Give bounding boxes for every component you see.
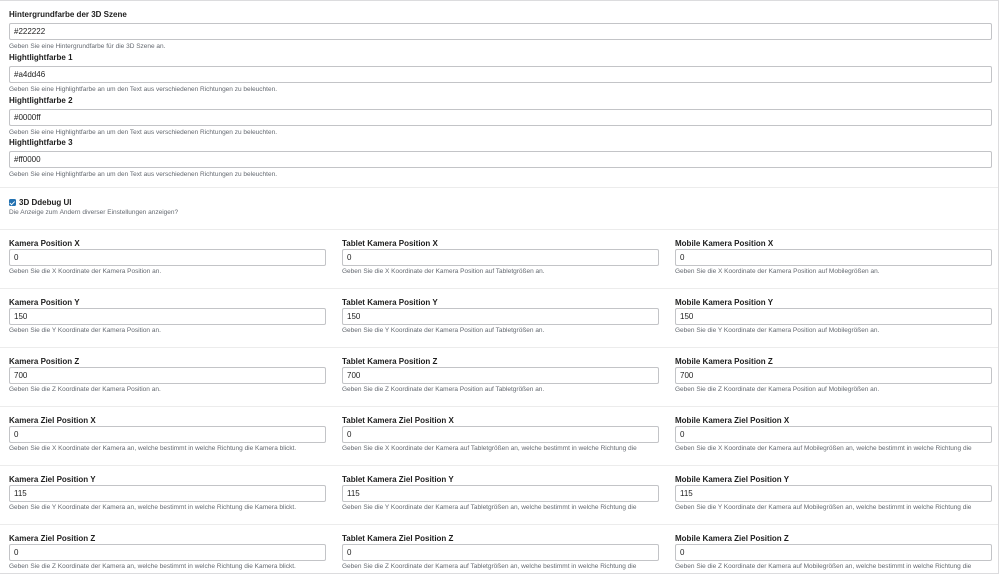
field-label: Mobile Kamera Position X xyxy=(675,239,774,248)
field-description: Geben Sie die Y Koordinate der Kamera auf Mobilegrößen an, welche bestimmt in welche Richtung die xyxy=(675,504,972,511)
field-description: Geben Sie die Y Koordinate der Kamera Position an. xyxy=(9,327,161,334)
field-description: Geben Sie die X Koordinate der Kamera auf Mobilegrößen an, welche bestimmt in welche Richtung die xyxy=(675,445,972,452)
tablet-camera-target-z-input[interactable]: 0 xyxy=(342,544,659,561)
tablet-camera-position-x-input[interactable]: 0 xyxy=(342,249,659,266)
field-label: Tablet Kamera Position Z xyxy=(342,357,438,366)
field-description: Geben Sie die Z Koordinate der Kamera auf Tabletgrößen an, welche bestimmt in welche Richtung die xyxy=(342,563,637,570)
highlight-color-2-input[interactable]: #0000ff xyxy=(9,109,992,126)
camera-position-y-row xyxy=(0,288,998,347)
field-description: Geben Sie die Z Koordinate der Kamera Position auf Mobilegrößen an. xyxy=(675,386,880,393)
field-label: Kamera Position Y xyxy=(9,298,80,307)
color-settings-section xyxy=(0,1,998,188)
camera-target-z-input[interactable]: 0 xyxy=(9,544,326,561)
debug-ui-toggle[interactable] xyxy=(9,198,989,207)
camera-position-y-input[interactable]: 150 xyxy=(9,308,326,325)
field-label: Mobile Kamera Ziel Position X xyxy=(675,416,790,425)
field-description: Geben Sie die X Koordinate der Kamera auf Tabletgrößen an, welche bestimmt in welche Richtung die xyxy=(342,445,637,452)
field-label: Tablet Kamera Ziel Position Y xyxy=(342,475,454,484)
debug-ui-label[interactable]: 3D Ddebug UI xyxy=(19,198,72,207)
camera-position-x-row xyxy=(0,229,998,288)
tablet-camera-target-y-input[interactable]: 115 xyxy=(342,485,659,502)
field-label: Kamera Position X xyxy=(9,239,80,248)
field-description: Geben Sie die Y Koordinate der Kamera an, welche bestimmt in welche Richtung die Kamera blickt. xyxy=(9,504,296,511)
camera-position-z-row xyxy=(0,347,998,406)
highlight-color-1-input[interactable]: #a4dd46 xyxy=(9,66,992,83)
field-label: Hightlightfarbe 3 xyxy=(9,138,73,147)
camera-target-z-row xyxy=(0,524,998,575)
highlight-color-1-field xyxy=(9,53,992,94)
field-label: Hintergrundfarbe der 3D Szene xyxy=(9,10,127,19)
camera-target-x-input[interactable]: 0 xyxy=(9,426,326,443)
field-description: Geben Sie die Y Koordinate der Kamera Position auf Mobilegrößen an. xyxy=(675,327,880,334)
field-label: Tablet Kamera Ziel Position Z xyxy=(342,534,454,543)
field-description: Geben Sie die X Koordinate der Kamera Position auf Mobilegrößen an. xyxy=(675,268,880,275)
field-description: Die Anzeige zum Ändern diverser Einstellungen anzeigen? xyxy=(9,209,179,216)
field-label: Tablet Kamera Position X xyxy=(342,239,438,248)
mobile-camera-position-x-input[interactable]: 0 xyxy=(675,249,992,266)
camera-position-x-input[interactable]: 0 xyxy=(9,249,326,266)
background-color-field xyxy=(9,10,992,51)
field-description: Geben Sie die Z Koordinate der Kamera auf Mobilegrößen an, welche bestimmt in welche Richtung die xyxy=(675,563,972,570)
field-label: Mobile Kamera Position Z xyxy=(675,357,773,366)
field-description: Geben Sie die Y Koordinate der Kamera auf Tabletgrößen an, welche bestimmt in welche Richtung die xyxy=(342,504,637,511)
field-label: Kamera Ziel Position X xyxy=(9,416,96,425)
highlight-color-2-field xyxy=(9,96,992,137)
field-description: Geben Sie eine Highlightfarbe an um den Text aus verschiedenen Richtungen zu beleuchten. xyxy=(9,129,278,136)
field-label: Mobile Kamera Position Y xyxy=(675,298,774,307)
field-description: Geben Sie die Y Koordinate der Kamera Position auf Tabletgrößen an. xyxy=(342,327,545,334)
highlight-color-3-input[interactable]: #ff0000 xyxy=(9,151,992,168)
field-description: Geben Sie eine Highlightfarbe an um den Text aus verschiedenen Richtungen zu beleuchten. xyxy=(9,86,278,93)
mobile-camera-target-x-input[interactable]: 0 xyxy=(675,426,992,443)
field-label: Kamera Ziel Position Z xyxy=(9,534,96,543)
mobile-camera-position-y-input[interactable]: 150 xyxy=(675,308,992,325)
camera-target-x-row xyxy=(0,406,998,465)
camera-target-y-row xyxy=(0,465,998,524)
field-label: Tablet Kamera Ziel Position X xyxy=(342,416,454,425)
field-label: Kamera Position Z xyxy=(9,357,80,366)
tablet-camera-target-x-input[interactable]: 0 xyxy=(342,426,659,443)
field-description: Geben Sie eine Hintergrundfarbe für die 3D Szene an. xyxy=(9,43,166,50)
debug-ui-field xyxy=(9,198,989,217)
field-description: Geben Sie die X Koordinate der Kamera an, welche bestimmt in welche Richtung die Kamera blickt. xyxy=(9,445,297,452)
tablet-camera-position-y-input[interactable]: 150 xyxy=(342,308,659,325)
field-label: Mobile Kamera Ziel Position Z xyxy=(675,534,789,543)
field-label: Mobile Kamera Ziel Position Y xyxy=(675,475,790,484)
field-label: Tablet Kamera Position Y xyxy=(342,298,438,307)
field-label: Hightlightfarbe 1 xyxy=(9,53,73,62)
field-description: Geben Sie die Z Koordinate der Kamera Position an. xyxy=(9,386,161,393)
field-label: Kamera Ziel Position Y xyxy=(9,475,96,484)
field-label: Hightlightfarbe 2 xyxy=(9,96,73,105)
field-description: Geben Sie die Z Koordinate der Kamera Position auf Tabletgrößen an. xyxy=(342,386,545,393)
mobile-camera-position-z-input[interactable]: 700 xyxy=(675,367,992,384)
background-color-input[interactable]: #222222 xyxy=(9,23,992,40)
highlight-color-3-field xyxy=(9,138,992,179)
field-description: Geben Sie die Z Koordinate der Kamera an, welche bestimmt in welche Richtung die Kamera blickt. xyxy=(9,563,296,570)
field-description: Geben Sie die X Koordinate der Kamera Position an. xyxy=(9,268,162,275)
camera-position-z-input[interactable]: 700 xyxy=(9,367,326,384)
mobile-camera-target-y-input[interactable]: 115 xyxy=(675,485,992,502)
debug-ui-checkbox[interactable] xyxy=(9,199,16,206)
tablet-camera-position-z-input[interactable]: 700 xyxy=(342,367,659,384)
mobile-camera-target-z-input[interactable]: 0 xyxy=(675,544,992,561)
field-description: Geben Sie die X Koordinate der Kamera Position auf Tabletgrößen an. xyxy=(342,268,545,275)
camera-target-y-input[interactable]: 115 xyxy=(9,485,326,502)
field-description: Geben Sie eine Highlightfarbe an um den Text aus verschiedenen Richtungen zu beleuchten. xyxy=(9,171,278,178)
